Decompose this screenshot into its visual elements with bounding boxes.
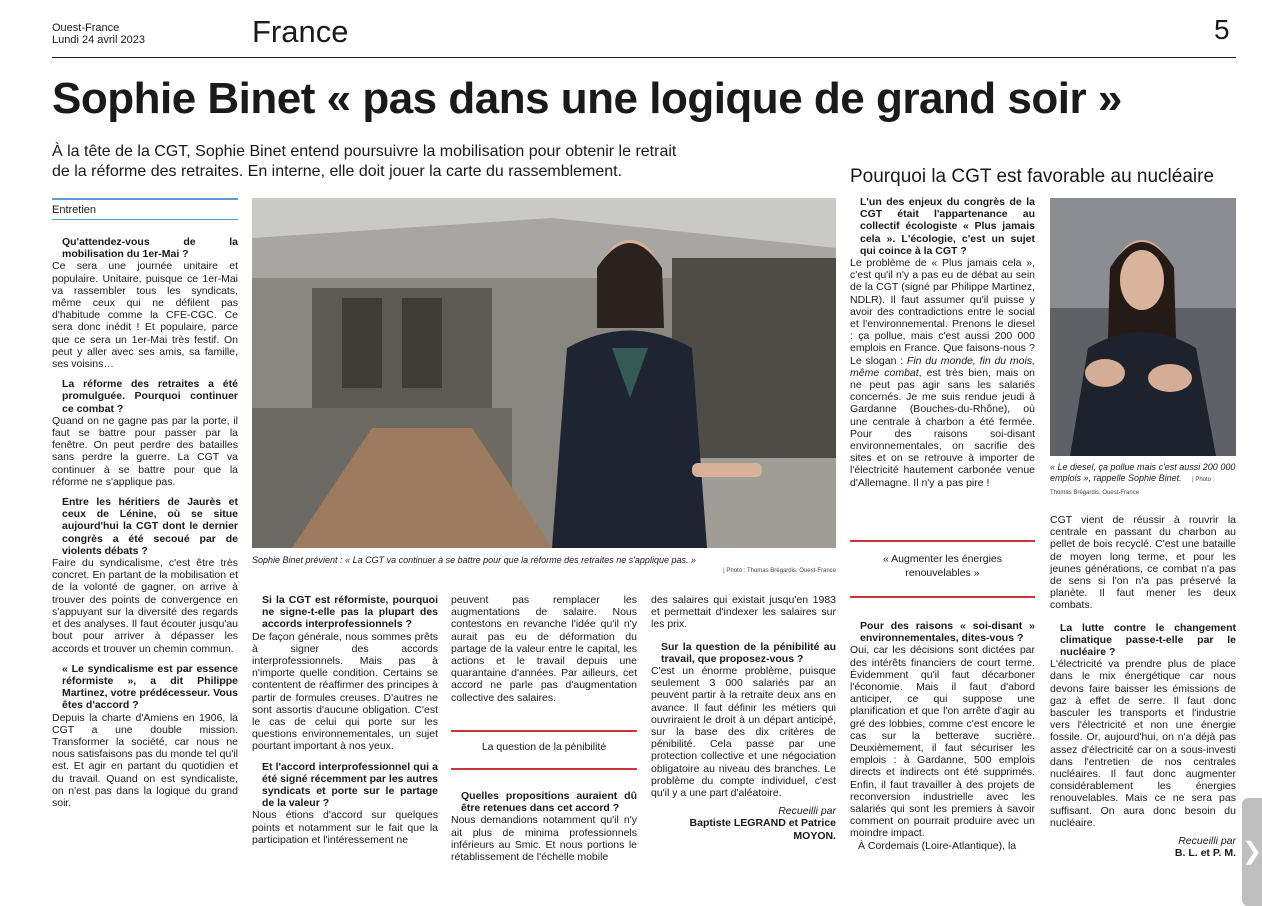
sidebar-column-1-cont [850, 620, 1035, 852]
signature-names: B. L. et P. M. [1174, 847, 1236, 860]
answer: L'électricité va prendre plus de place dans le mix énergétique car nous devons faire baisser les émissions de gaz à effet de serre. Il faut donc basculer les transports et l'industrie vers l'électricité et non une énergie fossile. Or, aujourd'hui, on n'a déjà pas assez d'électricité car on a sous-investi dans l'entretien de nos centrales nucléaires. Il faut donc augmenter considérablement les énergies renouvelables. Mais ce ne sera pas suffisant. On aura donc besoin du nucléaire. [1050, 658, 1236, 829]
chevron-right-icon: ❯ [1242, 838, 1262, 865]
answer-part: , est très bien, mais on ne peut pas agir sans les salariés concernés. Je me suis rendue jeudi à Gardanne (Bouches-du-Rhône), où une centrale à charbon a été fermée. Pour des raisons soi-disant environnementales, on sacrifie des sites et on se retrouve à importer de l'électricité hautement carbonée venue d'Allemagne. Il n'y a pas pire ! [850, 366, 1035, 489]
signature [1050, 835, 1236, 859]
question: Si la CGT est réformiste, pourquoi ne signe-t-elle pas la plupart des accords interprofessionnels ? [262, 594, 438, 631]
sidebar-pull-quote: « Augmenter les énergies renouvelables » [850, 540, 1035, 598]
pull-quote: La question de la pénibilité [451, 730, 637, 770]
answer: Quand on ne gagne pas par la porte, il faut se battre pour passer par la fenêtre. On peut perdre des batailles sans perdre la guerre. La CGT va continuer à se battre pour que la réforme ne s'applique pas. [52, 414, 238, 488]
sidebar-column-2 [1050, 514, 1236, 859]
headline: Sophie Binet « pas dans une logique de grand soir » [52, 74, 1122, 123]
photo-credit: | Photo : Thomas Brégardis. Ouest-France [1050, 477, 1215, 496]
lead-paragraph: À la tête de la CGT, Sophie Binet entend poursuivre la mobilisation pour obtenir le retrait de la réforme des retraites. En interne, elle doit jouer la carte du rassemblement. [52, 143, 677, 180]
question: L'un des enjeux du congrès de la CGT était l'appartenance au collectif écologiste « Plus jamais cela ». L'écologie, c'est un sujet qui coince à la CGT ? [860, 196, 1035, 257]
sidebar-photo [1050, 198, 1236, 456]
sidebar-column-1 [850, 196, 1035, 489]
question: Entre les héritiers de Jaurès et ceux de Lénine, où se situe aujourd'hui la CGT dont le dernier congrès a été secoué par de violents débats ? [62, 496, 238, 557]
next-page-button[interactable] [1242, 798, 1262, 906]
answer: À Cordemais (Loire-Atlantique), la [858, 839, 1017, 852]
answer: peuvent pas remplacer les augmentations de salaire. Nous contestons en revanche l'idée qu'il n'y aurait pas eu de déformation du partage de la valeur entre le capital, les actions et le travail depuis une quarantaine d'années. Par ailleurs, cet accord ne parle pas d'augmentation collective des salaires. [451, 594, 637, 704]
caption-text: Sophie Binet prévient : « La CGT va continuer à se battre pour que la réforme des retraites ne s'applique pas. » [252, 555, 696, 565]
question: Qu'attendez-vous de la mobilisation du 1er-Mai ? [62, 236, 238, 261]
signature-label: Recueilli par [1178, 835, 1236, 848]
answer: des salaires qui existait jusqu'en 1983 et permettait d'indexer les salaires sur les prix. [651, 594, 836, 631]
page-number: 5 [1214, 14, 1230, 45]
answer: Oui, car les décisions sont dictées par des intérêts financiers de court terme. Évidemment qu'il faut décarboner l'économie. Mais il faut d'abord anticiper, ce qui suppose une planification et que l'on arrête d'agir au gré des lobbies, comme c'est encore le cas sur la betterave sucrière. Deuxièmement, il faut sécuriser les emplois : à Gardanne, 500 emplois directs et indirects ont été supprimés. Enfin, il faut travailler à des projets de reconversion industrielle avec les salariés qui sont les premiers à savoir comment on pourrait produire avec un moindre impact. [850, 644, 1035, 840]
answer: Faire du syndicalisme, c'est être très concret. En partant de la mobilisation et de la volonté de gagner, on arrive à trouver des points de convergence en s'appuyant sur la diversité des regards et des analyses. Il faut écouter jusqu'au bout pour arriver à dépasser les accords et trouver un chemin commun. [52, 557, 238, 655]
interview-column-3 [451, 594, 637, 704]
answer: Ce sera une journée unitaire et populaire. Unitaire, puisque ce 1er-Mai va rassembler tous les syndicats, même ceux qui ne défilent pas d'habitude comme la CFE-CGC. Ce sera donc inédit ! Et populaire, parce que ce sera un 1er-Mai très festif. On peut y aller avec ses amis, sa famille, ses voisins… [52, 260, 238, 371]
question: Sur la question de la pénibilité au travail, que proposez-vous ? [661, 640, 836, 665]
answer-part: Le problème de « Plus jamais cela », c'est qu'il n'y a pas eu de débat au sein de la CGT (signé par Philippe Martinez, NDLR). Il faut assumer qu'il puisse y avoir des contradictions entre le social et l'environnemental. Prenons le diesel : ça pollue, mais c'est aussi 200 000 emplois en France. Que faisons-nous ? Le slogan : [850, 257, 1035, 367]
question: La lutte contre le changement climatique passe-t-elle par le nucléaire ? [1060, 621, 1236, 659]
answer: Nous demandions notamment qu'il n'y ait plus de minima professionnels inférieurs au Smic. Et nous portions le rétablissement de l'échelle mobile [451, 814, 637, 864]
question: « Le syndicalisme est par essence réformiste », a dit Philippe Martinez, votre prédécesseur. Vous êtes d'accord ? [62, 662, 238, 712]
question: Pour des raisons « soi-disant » environnementales, dites-vous ? [860, 620, 1035, 645]
question: Quelles propositions auraient dû être retenues dans cet accord ? [461, 790, 637, 815]
signature-names: Baptiste LEGRAND et Patrice MOYON. [689, 817, 836, 842]
interview-column-1 [52, 236, 238, 809]
interview-column-2 [252, 594, 438, 846]
masthead [52, 22, 145, 46]
answer: De façon générale, nous sommes prêts à signer des accords interprofessionnels. Mais pas à n'importe quelle condition. Certains se contentent de réaffirmer des principes à partir de formules creuses. D'autres ne sont assortis d'aucune obligation. C'est le cas de celui qui porte sur les questions environnementales, un sujet pourtant important à nos yeux. [252, 630, 438, 753]
section-rubric: France [252, 14, 349, 49]
section-label: Entretien [52, 198, 238, 220]
portrait-illustration [252, 198, 836, 548]
slogan: Fin du monde, fin du mois, même combat [850, 354, 1036, 379]
answer: C'est un énorme problème, puisque seulement 3 000 salariés par an peuvent partir à la retraite deux ans en avance. Il faut définir les métiers qui ouvriraient le droit à un départ anticipé, sur la base des dix critères de pénibilité. Cela passe par une protection collective et une négociation obligatoire au niveau des branches. Le problème du compte individuel, c'est qu'il y a une part d'aléatoire. [651, 665, 836, 800]
photo-caption [252, 555, 836, 574]
answer [850, 257, 1035, 489]
answer: CGT vient de réussir à rouvrir la centrale en passant du charbon au pellet de bois recyclé. C'est une bataille de moyen long terme, et pour les jeunes générations, ce combat n'a pas de sens si l'on n'a pas préservé la planète. Il faut mener les deux combats. [1050, 514, 1236, 612]
header-rule [52, 57, 1236, 58]
signature [651, 805, 836, 842]
interview-column-4 [651, 594, 836, 842]
photo-credit: | Photo : Thomas Brégardis. Ouest-France [723, 568, 836, 574]
question: La réforme des retraites a été promulguée. Pourquoi continuer ce combat ? [62, 378, 238, 415]
issue-date: Lundi 24 avril 2023 [52, 34, 145, 46]
portrait-illustration [1050, 198, 1236, 456]
caption-text: « Le diesel, ça pollue mais c'est aussi 200 000 emplois », rappelle Sophie Binet. [1050, 462, 1236, 483]
answer: Depuis la charte d'Amiens en 1906, la CGT a une double mission. Transformer la société, car nous ne nous satisfaisons pas du monde tel qu'il est. Et agir en partant du quotidien et du travail. Quand on est syndicaliste, on n'est pas dans la logique du grand soir. [52, 711, 238, 809]
question: Et l'accord interprofessionnel qui a été signé récemment par les autres syndicats et porte sur le partage de la valeur ? [262, 760, 438, 810]
main-photo [252, 198, 836, 548]
publication-name: Ouest-France [52, 22, 120, 34]
interview-column-3-cont [451, 790, 637, 863]
signature-label: Recueilli par [778, 805, 836, 818]
answer: Nous étions d'accord sur quelques points et notamment sur le fait que la participation et l'intéressement ne [252, 809, 438, 846]
sidebar-title: Pourquoi la CGT est favorable au nucléaire [850, 166, 1215, 187]
sidebar-photo-caption [1050, 462, 1236, 499]
